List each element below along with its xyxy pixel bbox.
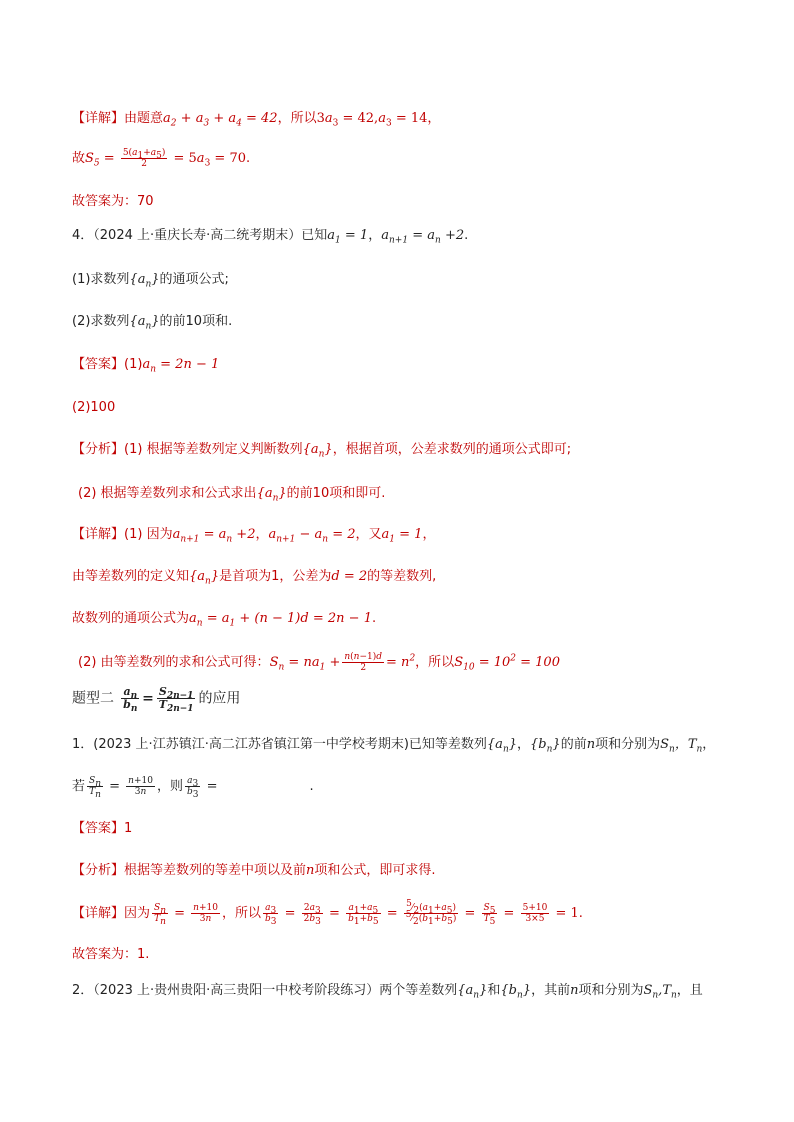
fraction: $\frac{a_3}{b_3}$	[264, 903, 277, 927]
math: n	[586, 737, 596, 752]
math: $\{a_n\}$	[302, 442, 333, 460]
detail-tag: 【详解】	[72, 906, 125, 921]
text: 1	[124, 821, 133, 836]
math: $\{a_n\}$	[256, 486, 287, 504]
text: (2)求数列	[72, 314, 130, 329]
math: n	[306, 863, 315, 878]
text: ，	[517, 737, 531, 752]
math: $S_n = na_1$ +	[269, 655, 341, 673]
text: ，且	[676, 983, 703, 998]
analysis-tag: 【分析】	[72, 863, 125, 878]
question-4	[72, 227, 468, 245]
math: $\{a_n\}$	[486, 737, 518, 755]
text: ，其前	[531, 983, 571, 998]
math: d = 2	[331, 569, 368, 584]
text: .	[309, 779, 314, 794]
text: 故数列的通项公式为	[72, 611, 190, 626]
text: .	[246, 151, 251, 166]
answer-tag: 【答案】	[72, 357, 125, 372]
text: .	[371, 611, 377, 626]
math: $\{b_n\}$	[500, 983, 532, 1001]
fraction: $\frac{n(n-1)d}{2}$	[344, 652, 383, 673]
question-4-part-1	[72, 271, 229, 289]
analysis-tag: 【分析】	[72, 442, 125, 457]
detail-4-line-2	[72, 568, 436, 586]
fraction: $\frac{n+10}{3n}$	[193, 903, 218, 924]
text: 项和分别为	[595, 737, 661, 752]
text: ，	[255, 527, 269, 542]
text: 的等差数列,	[367, 569, 437, 584]
math: $a_1 = 1$	[381, 527, 423, 545]
text: 2．（2023 上·贵州贵阳·高三贵阳一中校考阶段练习）两个等差数列	[72, 983, 458, 998]
text: ，	[368, 228, 382, 243]
text: ，	[422, 527, 436, 542]
math: $\{a_n\}$	[457, 983, 488, 1001]
fraction: $\frac{a_3}{b_3}$	[186, 776, 199, 800]
detail-4-line-3	[72, 610, 376, 628]
math: $\{a_n\}$	[189, 569, 220, 587]
detail-4-line-1	[72, 526, 435, 544]
math: $a_n = a_1 + (n - 1)d = 2n - 1$	[189, 611, 372, 629]
text: ，	[427, 111, 441, 126]
text: 4．（2024 上·重庆长寿·高二统考期末）已知	[72, 228, 328, 243]
math: $S_5$	[85, 151, 100, 169]
math: $a_{n+1} = a_n +2$	[381, 228, 465, 246]
text: 的通项公式;	[159, 272, 229, 287]
text: 的前10项和	[159, 314, 229, 329]
text: ，则	[156, 779, 183, 794]
detail-tag: 【详解】	[72, 111, 125, 126]
text: 的前	[560, 737, 587, 752]
text: ，	[702, 737, 716, 752]
detail-4-line-4	[78, 652, 560, 673]
math: $a_2 + a_3 + a_4 = 42$	[163, 111, 278, 129]
analysis-4-part-1	[72, 441, 571, 459]
question-2	[72, 982, 703, 1000]
text: ，所以	[277, 111, 317, 126]
math: = $n^2$	[386, 653, 416, 670]
analysis-1	[72, 862, 436, 880]
math: $S_n$，$T_n$	[660, 737, 703, 755]
text: ，所以	[415, 655, 455, 670]
math: $\{a_n\}$	[129, 314, 160, 332]
text: 和	[487, 983, 501, 998]
text: 的前10项和即可.	[286, 486, 386, 501]
fraction: $\frac{a_1+a_5}{b_1+b_5}$	[348, 903, 379, 927]
fraction: $\frac{5+10}{3\times 5}$	[522, 903, 548, 924]
text: ，又	[355, 527, 382, 542]
text: 由等差数列的定义知	[72, 569, 190, 584]
fraction: $\frac{S_n}{T_n}$	[89, 776, 101, 800]
section-heading: 题型二 $\frac{a_n}{b_n}$ = $\frac{S_{2n-1}}{T_{2n-1}}$ 的应用	[72, 685, 241, 715]
text: .	[578, 906, 583, 921]
text: (1)	[124, 357, 143, 372]
text: (1) 因为	[124, 527, 173, 542]
fraction: $\frac{2a_3}{2b_3}$	[303, 903, 321, 927]
text: 1．(2023 上·江苏镇江·高二江苏省镇江第一中学校考期末)已知等差数列	[72, 737, 487, 752]
math: $a_n = 2n - 1$	[142, 357, 220, 375]
answer-4-part-1	[72, 356, 219, 374]
fraction: $\frac{S_5}{T_5}$	[483, 903, 496, 927]
section-label: 题型二	[72, 690, 114, 707]
text: .	[228, 314, 233, 329]
answer-line-2: 故答案为：1.	[72, 947, 150, 962]
answer-tag: 【答案】	[72, 821, 125, 836]
fraction: $\frac{5(a_1+a_5)}{2}$	[122, 148, 166, 169]
math: $a_{n+1} - a_n = 2$	[268, 527, 356, 545]
detail-line-2: 故$S_5$ = $\frac{5(a_1+a_5)}{2}$ = $5a_3 = 70$.	[72, 148, 251, 169]
detail-line-1	[72, 110, 440, 128]
text: (2) 根据等差数列求和公式求出	[78, 486, 257, 501]
math: $3a_3 = 42,a_3 = 14$	[316, 111, 428, 129]
text: (1) 根据等差数列定义判断数列	[124, 442, 303, 457]
fraction: $\frac{S_{2n-1}}{T_{2n-1}}$	[158, 685, 194, 715]
text: (1)求数列	[72, 272, 130, 287]
analysis-4-part-2	[78, 485, 385, 503]
math: $\{a_n\}$	[129, 272, 160, 290]
question-1-line-2: 若 $\frac{S_n}{T_n}$ = $\frac{n+10}{3n}$ ，则 $\frac{a_3}{b_3}$ = .	[72, 776, 314, 800]
math: $a_1 = 1$	[327, 228, 369, 246]
text: 由题意	[124, 111, 164, 126]
math: n	[570, 983, 579, 998]
answer-line-1: 故答案为：70	[72, 194, 154, 209]
text: (2) 由等差数列的求和公式可得：	[78, 655, 270, 670]
detail-1: 【详解】因为 $\frac{S_n}{T_n}$ = $\frac{n+10}{3n}$ ，所以 $\frac{a_3}{b_3}$ = $\frac{2a_3}{2b_3}$ = $\frac{a_1+a_5}{b_1+b_5}$ = $\frac{^5⁄_2(a_1+a_5)}{^5⁄_2(b_1+b_5)}$ = $\frac{S_5}{T_5}$ = $\frac{5+10}{3\times 5}$ = 1.	[72, 899, 583, 927]
text: ，根据首项，公差求数列的通项公式即可;	[332, 442, 572, 457]
fraction: $\frac{S_n}{T_n}$	[154, 903, 166, 927]
text: ，所以	[221, 906, 261, 921]
text: 是首项为1，公差为	[219, 569, 332, 584]
text: .	[464, 228, 469, 243]
fraction: $\frac{^5⁄_2(a_1+a_5)}{^5⁄_2(b_1+b_5)}$	[405, 899, 457, 927]
text: 的应用	[198, 690, 241, 707]
text: 因为	[124, 906, 151, 921]
text: 若	[72, 779, 86, 794]
text: 故	[72, 151, 86, 166]
math: $\{b_n\}$	[530, 737, 561, 755]
detail-tag: 【详解】	[72, 527, 125, 542]
fraction: $\frac{a_n}{b_n}$	[123, 685, 138, 715]
text: 项和分别为	[578, 983, 644, 998]
fraction: $\frac{n+10}{3n}$	[128, 776, 153, 797]
math: $S_n,T_n$	[643, 983, 677, 1001]
question-1	[72, 736, 715, 754]
text: 根据等差数列的等差中项以及前	[124, 863, 307, 878]
answer-4-part-2: (2)100	[72, 400, 116, 415]
question-4-part-2	[72, 313, 232, 331]
answer-1	[72, 820, 132, 838]
math: $S_{10} = 10^2 = 100$	[454, 653, 560, 673]
math: $a_{n+1} = a_n +2$	[172, 527, 256, 545]
text: 项和公式，即可求得.	[314, 863, 436, 878]
